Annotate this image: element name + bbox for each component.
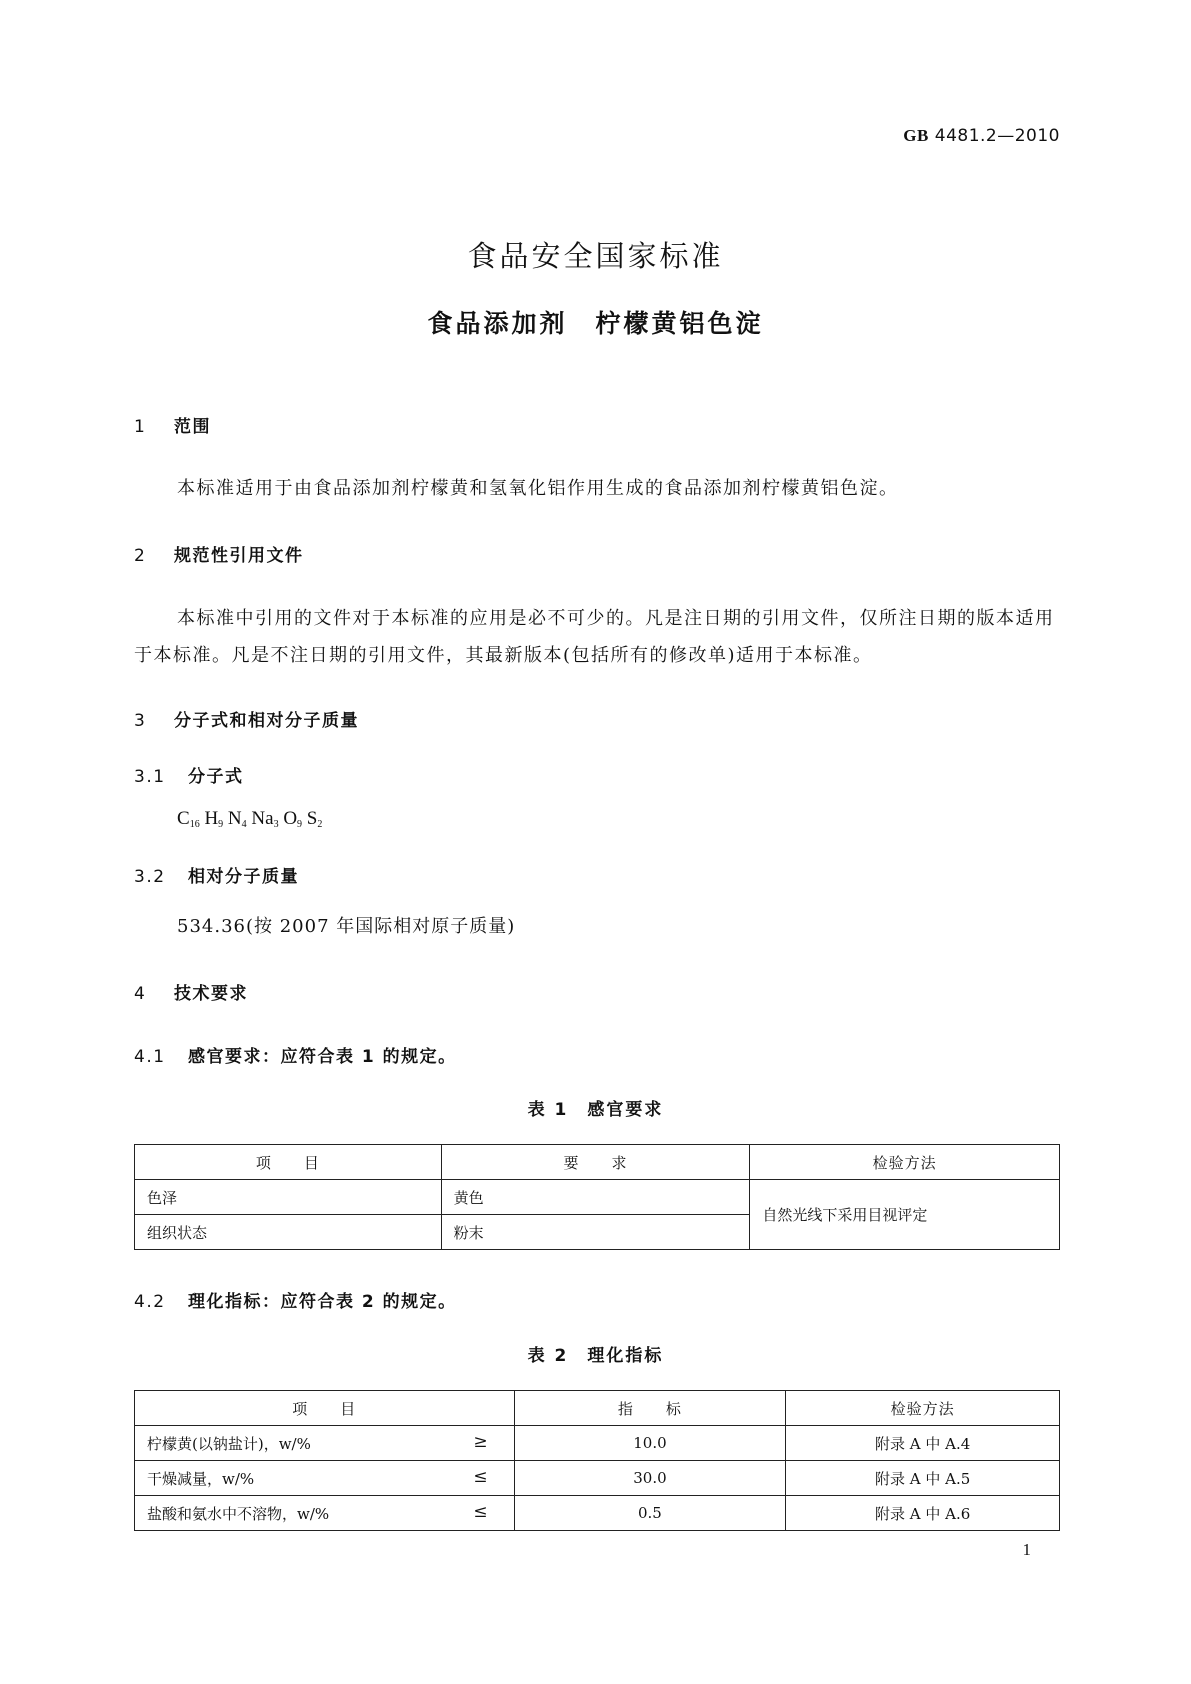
table-cell: 自然光线下采用目视评定 — [750, 1180, 1060, 1250]
table-2-physicochemical — [134, 1390, 1060, 1531]
section-3-1-heading: 3.1 分子式 — [134, 767, 244, 787]
section-1-heading: 1 范围 — [134, 417, 211, 437]
table-header: 要 求 — [441, 1145, 750, 1180]
table-1-caption: 表 1 感官要求 — [527, 1100, 664, 1120]
table-header: 项 目 — [135, 1391, 515, 1426]
standard-number: GB 4481.2—2010 — [903, 126, 1060, 146]
table-row — [135, 1426, 1060, 1461]
table-cell: 柠檬黄(以钠盐计)，w/% ≥ — [135, 1426, 515, 1461]
table-cell: 黄色 — [441, 1180, 750, 1215]
section-4-heading: 4 技术要求 — [134, 984, 248, 1004]
section-3-heading: 3 分子式和相对分子质量 — [134, 711, 359, 731]
section-1-text: 本标准适用于由食品添加剂柠檬黄和氢氧化铝作用生成的食品添加剂柠檬黄铝色淀。 — [177, 478, 899, 499]
table-cell: 30.0 — [514, 1461, 786, 1496]
table-cell: 干燥减量，w/% ≤ — [135, 1461, 515, 1496]
molecular-formula: $C_{16}$ $H_9$ $N_4$ $Na_3$ $O_9$ $S_2$ — [177, 808, 323, 830]
comparison-symbol: ≤ — [473, 1467, 488, 1487]
table-2-caption: 表 2 理化指标 — [527, 1346, 664, 1366]
section-2-text: 本标准中引用的文件对于本标准的应用是必不可少的。凡是注日期的引用文件，仅所注日期的版本适用于本标准。凡是不注日期的引用文件，其最新版本(包括所有的修改单)适用于本标准。 — [134, 608, 1055, 666]
table-cell: 附录 A 中 A.4 — [786, 1426, 1060, 1461]
table-row — [135, 1461, 1060, 1496]
section-4-2-heading: 4.2 理化指标：应符合表 2 的规定。 — [134, 1292, 457, 1312]
table-cell: 附录 A 中 A.5 — [786, 1461, 1060, 1496]
document-title: 食品安全国家标准 — [467, 239, 724, 273]
table-cell: 附录 A 中 A.6 — [786, 1496, 1060, 1531]
table-row — [135, 1496, 1060, 1531]
table-1-sensory — [134, 1144, 1060, 1250]
molecular-mass: 534.36(按 2007 年国际相对原子质量) — [177, 916, 516, 937]
table-cell: 0.5 — [514, 1496, 786, 1531]
table-header: 检验方法 — [750, 1145, 1060, 1180]
comparison-symbol: ≥ — [473, 1432, 488, 1452]
table-cell: 粉末 — [441, 1215, 750, 1250]
table-cell: 色泽 — [135, 1180, 442, 1215]
section-4-1-heading: 4.1 感官要求：应符合表 1 的规定。 — [134, 1047, 457, 1067]
table-cell: 盐酸和氨水中不溶物，w/% ≤ — [135, 1496, 515, 1531]
table-header: 项 目 — [135, 1145, 442, 1180]
section-2-heading: 2 规范性引用文件 — [134, 546, 304, 566]
table-header: 指 标 — [514, 1391, 786, 1426]
page-number: 1 — [1022, 1540, 1031, 1559]
table-row — [135, 1180, 1060, 1215]
comparison-symbol: ≤ — [473, 1502, 488, 1522]
table-cell: 10.0 — [514, 1426, 786, 1461]
table-cell: 组织状态 — [135, 1215, 442, 1250]
section-3-2-heading: 3.2 相对分子质量 — [134, 867, 299, 887]
document-subtitle: 食品添加剂 柠檬黄铝色淀 — [427, 309, 764, 338]
table-header: 检验方法 — [786, 1391, 1060, 1426]
